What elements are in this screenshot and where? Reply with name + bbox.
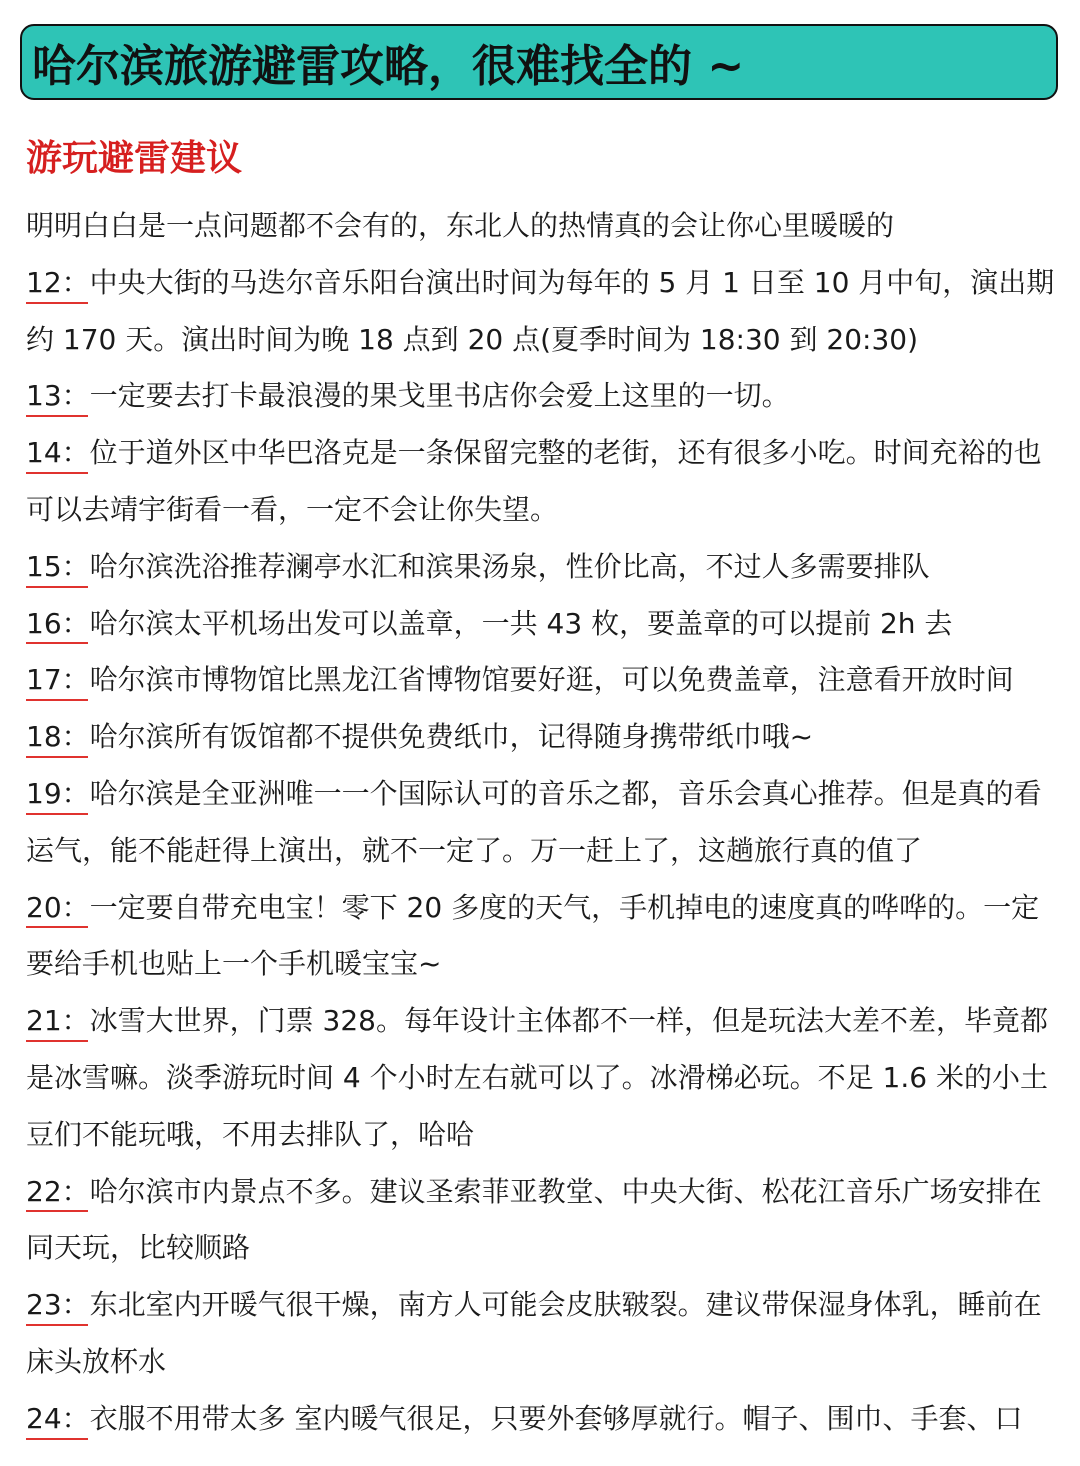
- intro-text: 明明白白是一点问题都不会有的，东北人的热情真的会让你心里暖暖的: [26, 209, 895, 242]
- section-heading: 游玩避雷建议: [26, 138, 243, 179]
- tip-item: [26, 1277, 1056, 1391]
- tip-text: 衣服不用带太多 室内暖气很足，只要外套够厚就行。帽子、围巾、手套、口: [89, 1401, 1023, 1435]
- tip-number: 12：: [26, 255, 90, 312]
- tip-number: 18：: [26, 709, 90, 766]
- tip-item: [26, 368, 1056, 425]
- tip-item: [26, 1391, 1056, 1448]
- tip-item: [26, 539, 1056, 596]
- tip-text: 哈尔滨市内景点不多。建议圣索菲亚教堂、中央大街、松花江音乐广场安排在同天玩，比较顺路: [26, 1174, 1042, 1265]
- tip-text: 位于道外区中华巴洛克是一条保留完整的老街，还有很多小吃。时间充裕的也可以去靖宇街看一看，一定不会让你失望。: [26, 436, 1042, 526]
- page-title: 哈尔滨旅游避雷攻略，很难找全的 ~: [32, 41, 745, 92]
- tip-text: 中央大街的马迭尔音乐阳台演出时间为每年的 5 月 1 日至 10 月中旬，演出期约 170 天。演出时间为晚 18 点到 20 点(夏季时间为 18:30 到 20:30): [26, 265, 1055, 356]
- tip-text: 哈尔滨太平机场出发可以盖章，一共 43 枚，要盖章的可以提前 2h 去: [89, 606, 953, 640]
- tip-text: 哈尔滨所有饭馆都不提供免费纸巾，记得随身携带纸巾哦~: [89, 720, 814, 754]
- tip-item: [26, 766, 1056, 880]
- tip-text: 一定要去打卡最浪漫的果戈里书店你会爱上这里的一切。: [89, 379, 790, 413]
- tip-item: [26, 596, 1056, 653]
- tip-number: 23：: [26, 1277, 90, 1334]
- tip-number: 22：: [26, 1164, 90, 1221]
- tips-content: [26, 198, 1056, 1448]
- tip-text: 一定要自带充电宝！零下 20 多度的天气，手机掉电的速度真的哗哗的。一定要给手机也贴上一个手机暖宝宝~: [26, 890, 1040, 981]
- tip-text: 哈尔滨是全亚洲唯一一个国际认可的音乐之都，音乐会真心推荐。但是真的看运气，能不能赶得上演出，就不一定了。万一赶上了，这趟旅行真的值了: [26, 776, 1042, 867]
- tip-number: 21：: [26, 993, 90, 1050]
- tip-text: 哈尔滨市博物馆比黑龙江省博物馆要好逛，可以免费盖章，注意看开放时间: [89, 663, 1014, 697]
- tip-item: [26, 255, 1056, 369]
- tip-number: 20：: [26, 880, 90, 937]
- tip-item: [26, 425, 1056, 539]
- tip-number: 17：: [26, 652, 90, 709]
- tip-item: [26, 1164, 1056, 1278]
- tip-text: 冰雪大世界，门票 328。每年设计主体都不一样，但是玩法大差不差，毕竟都是冰雪嘛。淡季游玩时间 4 个小时左右就可以了。冰滑梯必玩。不足 1.6 米的小土豆们不能玩哦，不用去排队了，哈哈: [26, 1004, 1048, 1151]
- tip-number: 19：: [26, 766, 90, 823]
- tip-text: 东北室内开暖气很干燥，南方人可能会皮肤皲裂。建议带保湿身体乳，睡前在床头放杯水: [26, 1288, 1042, 1378]
- tip-text: 哈尔滨洗浴推荐澜亭水汇和滨果汤泉，性价比高，不过人多需要排队: [89, 549, 930, 583]
- tip-item: [26, 880, 1056, 994]
- tip-item: [26, 993, 1056, 1163]
- tip-number: 14：: [26, 425, 90, 482]
- tip-number: 16：: [26, 596, 90, 653]
- tip-item: [26, 709, 1056, 766]
- tip-item: [26, 652, 1056, 709]
- tip-number: 13：: [26, 368, 90, 425]
- title-banner: [20, 24, 1058, 100]
- tip-number: 15：: [26, 539, 90, 596]
- tip-number: 24：: [26, 1391, 90, 1448]
